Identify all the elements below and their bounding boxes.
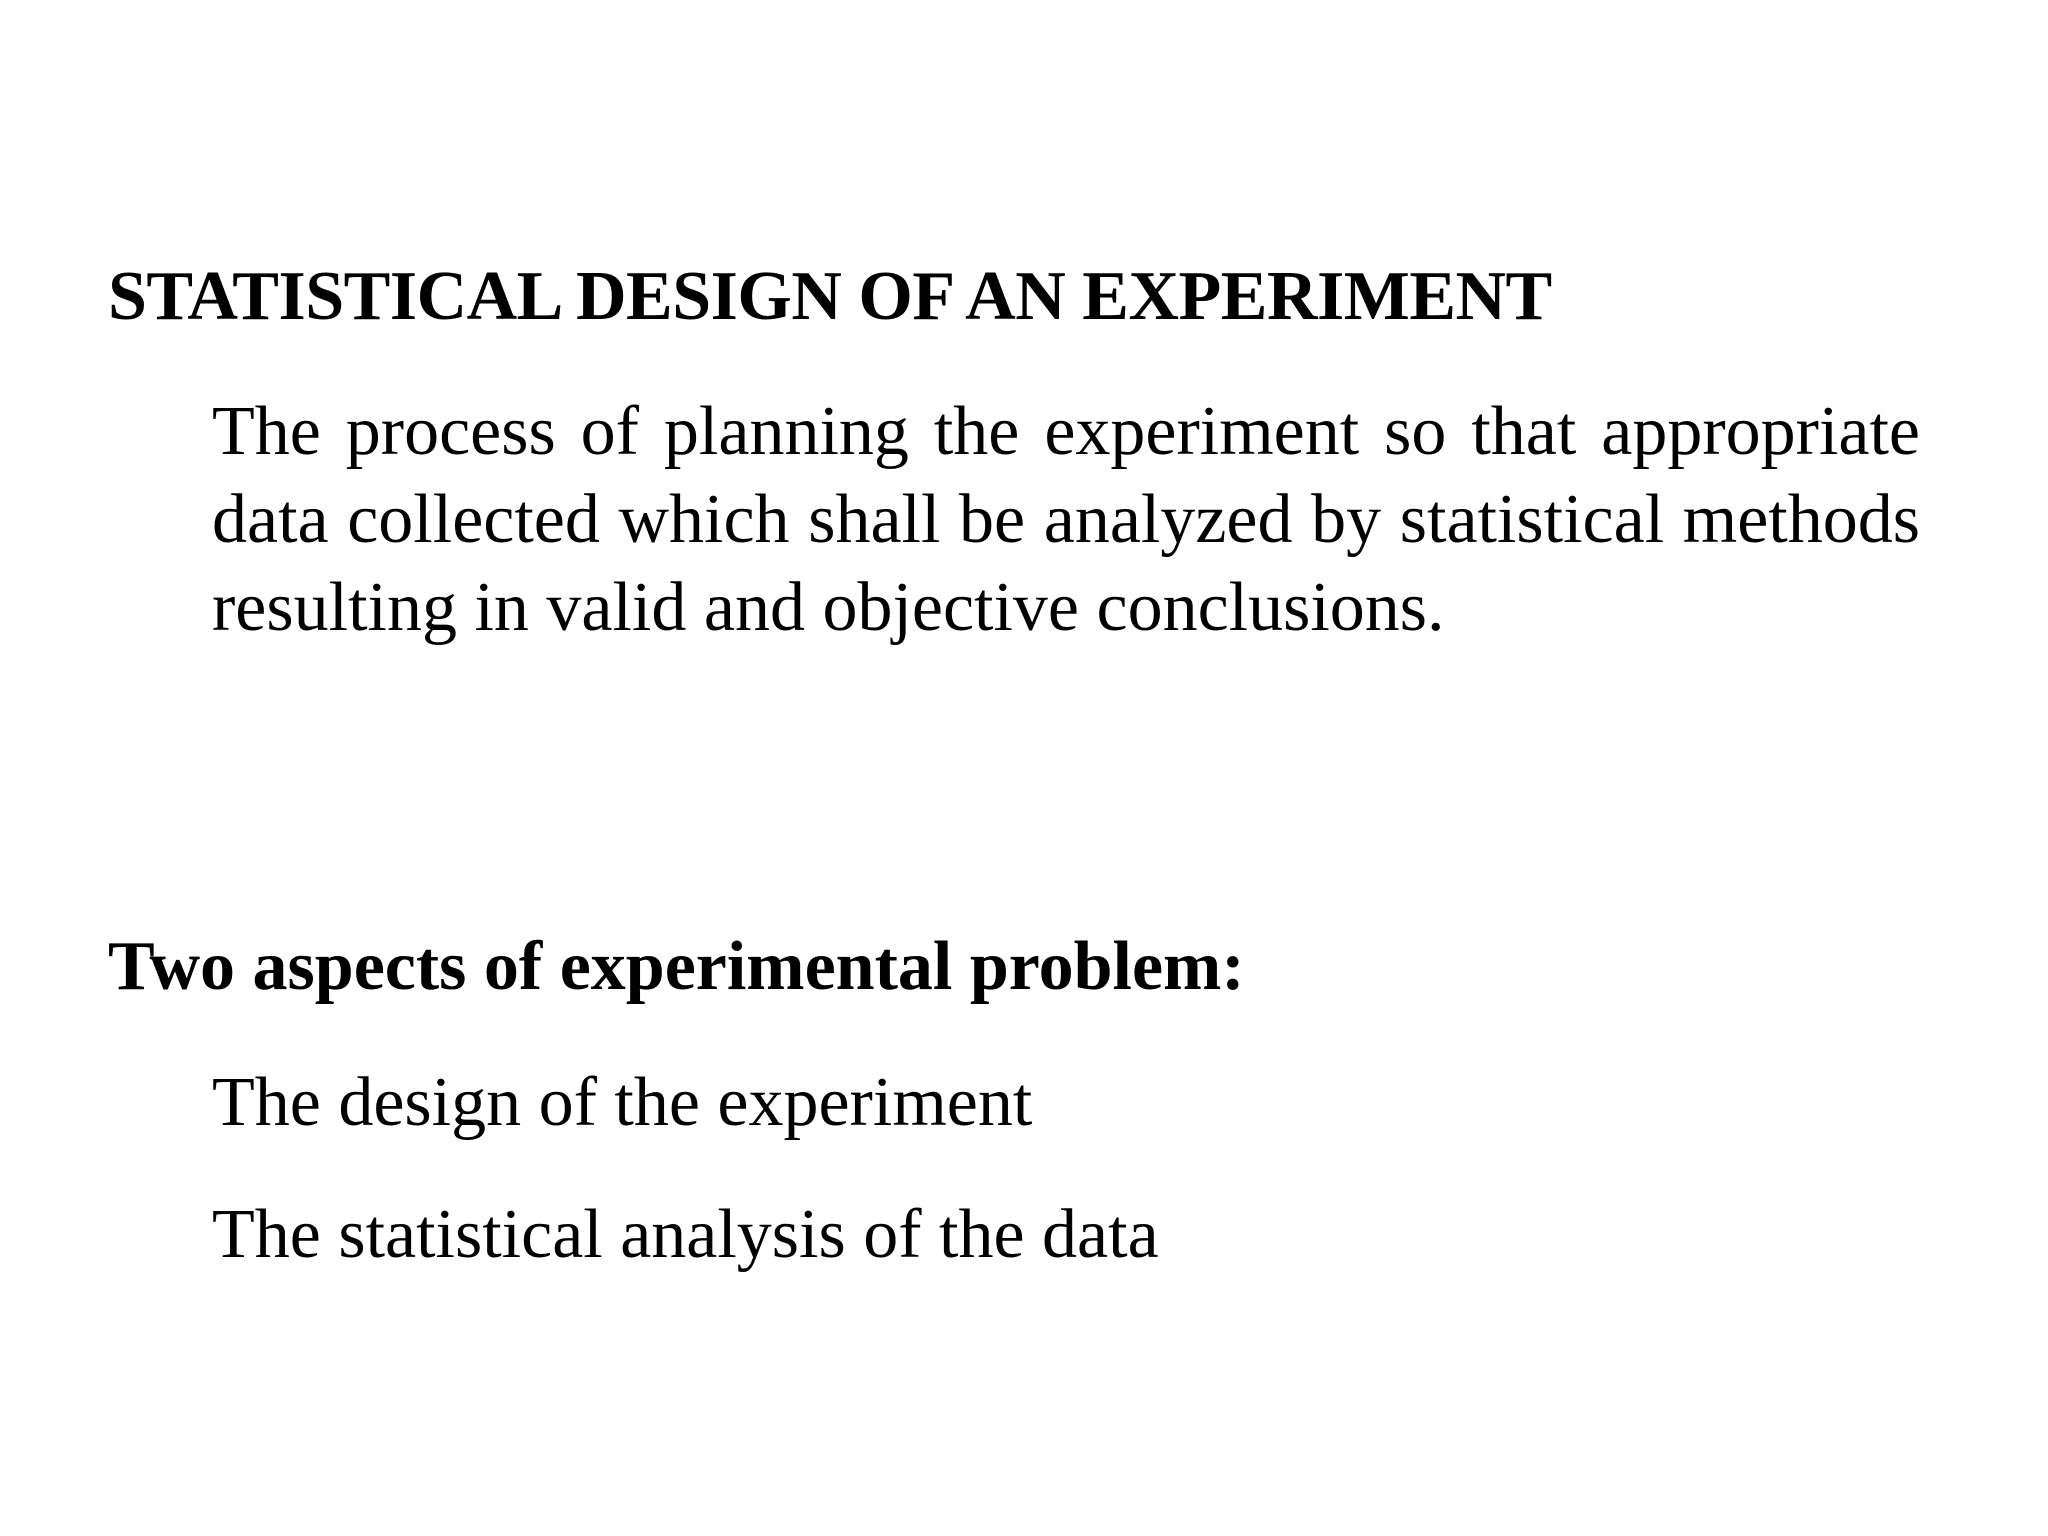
slide-title: STATISTICAL DESIGN OF AN EXPERIMENT (108, 258, 1552, 335)
aspect-item-design: The design of the experiment (212, 1064, 1033, 1141)
definition-paragraph: The process of planning the experiment so that appropriate data collected which shall be analyzed by statistical methods resulting in valid and objective conclusions. (212, 393, 1920, 646)
aspect-item-analysis: The statistical analysis of the data (212, 1196, 1159, 1273)
aspects-heading: Two aspects of experimental problem: (108, 928, 1245, 1005)
